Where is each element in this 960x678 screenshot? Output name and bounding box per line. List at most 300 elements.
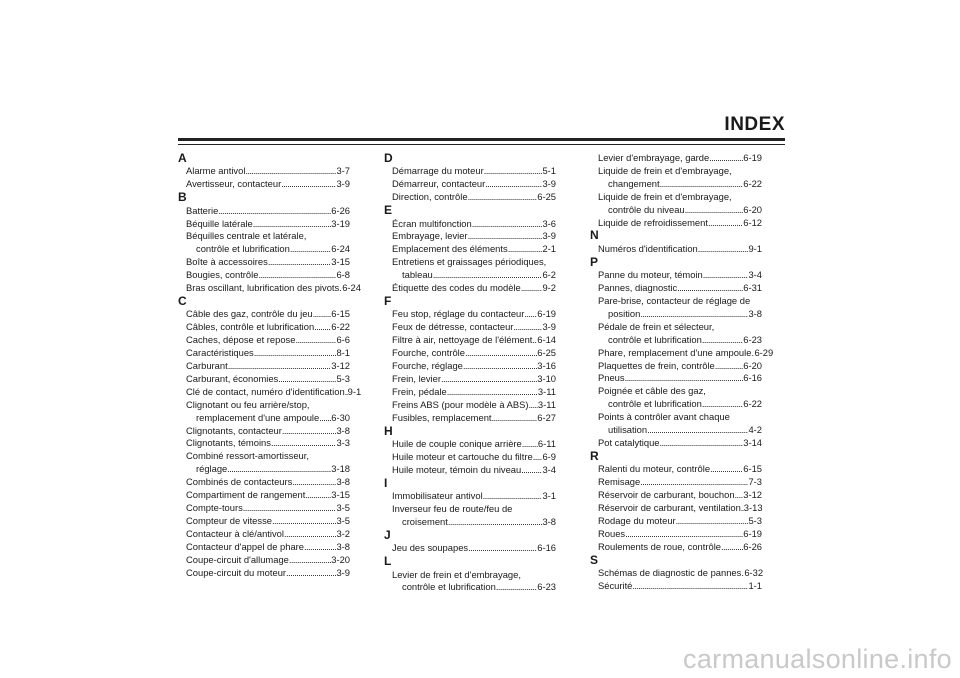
index-entry-text: position: [608, 307, 641, 319]
dot-leader: [468, 191, 538, 204]
index-entry: [178, 308, 350, 321]
index-entry: [178, 347, 350, 360]
index-entry-page: 6-20: [743, 203, 762, 215]
index-entry-page: 6-8: [336, 269, 350, 281]
index-entry-text: Réservoir de carburant, ventilation: [598, 501, 741, 513]
index-entry-text: Contacteur à clé/antivol: [186, 527, 284, 539]
index-entry-page: 6-25: [537, 347, 556, 359]
index-entry: [178, 515, 350, 528]
index-entry: [590, 541, 762, 554]
index-entry-text: Schémas de diagnostic de pannes: [598, 567, 742, 578]
index-entry: [590, 476, 762, 489]
index-entry-page: 3-13: [743, 501, 763, 513]
index-entry-text: Sécurité: [598, 579, 633, 591]
index-entry-text: contrôle et lubrification: [196, 243, 290, 255]
index-entry: [178, 489, 350, 502]
index-entry-text: Écran multifonction: [392, 217, 472, 229]
dot-leader: [660, 178, 744, 191]
index-entry: [384, 165, 556, 178]
index-entry: [590, 515, 762, 528]
dot-leader: [281, 178, 336, 191]
index-entry-text: Embrayage, levier: [392, 230, 468, 242]
index-entry-text: Phare, remplacement d'une ampoule: [598, 346, 752, 358]
index-entry: [384, 399, 556, 412]
index-entry: [590, 372, 762, 385]
index-entry-text: Batterie: [186, 204, 219, 216]
index-entry-page: 3-9: [336, 566, 350, 578]
index-entry: [178, 218, 350, 231]
index-entry: [384, 334, 556, 347]
index-entry-text: Câble des gaz, contrôle du jeu: [186, 308, 313, 320]
dot-leader: [313, 308, 332, 321]
dot-leader: [632, 580, 748, 593]
index-entry-text: Emplacement des éléments: [392, 243, 508, 255]
index-section-letter: I: [384, 475, 388, 490]
index-entry-page: 6-19: [743, 152, 762, 163]
index-entry: [590, 269, 762, 282]
index-entry-text: Freins ABS (pour modèle à ABS): [392, 398, 529, 410]
index-entry-page: 3-8: [336, 424, 350, 436]
index-entry-page: 3-2: [336, 527, 350, 539]
index-entry-page: 6-2: [542, 269, 556, 281]
dot-leader: [228, 360, 332, 373]
index-section-letter: F: [384, 293, 392, 308]
index-entry: [384, 256, 556, 282]
dot-leader: [708, 217, 743, 230]
watermark-text[interactable]: carmanualsonline.info: [683, 644, 952, 674]
index-entry-text: Caractéristiques: [186, 347, 254, 359]
index-entry-text: Carburant: [186, 360, 228, 371]
dot-leader: [660, 437, 744, 450]
index-entry-page: 3-9: [542, 178, 556, 190]
index-entry-page: 9-1: [748, 242, 762, 254]
index-entry-page: 6-14: [537, 334, 556, 346]
index-entry: [178, 230, 350, 256]
index-entry-page: 6-6: [336, 334, 350, 346]
index-entry: [384, 321, 556, 334]
index-entry-text: Levier d'embrayage, garde: [598, 152, 710, 163]
dot-leader: [698, 243, 749, 256]
index-entry: [590, 360, 762, 373]
index-entry: [384, 360, 556, 373]
dot-leader: [625, 528, 743, 541]
index-entry: [590, 165, 762, 191]
index-entry: [590, 346, 774, 360]
index-entry: [384, 282, 556, 295]
index-entry-text: Compteur de vitesse: [186, 514, 272, 526]
page-title: INDEX: [724, 114, 785, 135]
index-entry-text: Compte-tours: [186, 501, 243, 513]
index-section-letter: A: [178, 151, 187, 165]
index-entry-page: 6-31: [743, 282, 762, 294]
index-entry-page: 5-3: [336, 372, 350, 384]
dot-leader: [463, 360, 537, 373]
header-rule-thin: [178, 144, 785, 145]
index-entry: [590, 321, 762, 347]
index-entry-page: 1-1: [748, 579, 762, 591]
index-entry-page: 6-19: [537, 308, 556, 320]
index-entry-page: 3-20: [331, 553, 350, 565]
index-entry-page: 3-8: [542, 515, 556, 527]
dot-leader: [254, 347, 337, 360]
index-entry: [590, 463, 762, 476]
index-entry-text: Pédale de frein et sélecteur,: [598, 320, 715, 332]
index-entry-text: Liquide de refroidissement: [598, 216, 708, 228]
index-entry-page: 6-27: [537, 411, 556, 423]
index-entry-page: 3-15: [331, 489, 350, 501]
index-entry-text: Poignée et câble des gaz,: [598, 385, 706, 397]
index-entry-page: 7-3: [748, 476, 762, 488]
index-entry-text: Levier de frein et d'embrayage,: [392, 568, 521, 580]
index-entry-page: 6-22: [743, 177, 762, 189]
index-entry-text: Béquilles centrale et latérale,: [186, 230, 307, 242]
index-entry-page: 2-1: [542, 243, 556, 255]
dot-leader: [677, 282, 743, 295]
index-entry-text: Feu stop, réglage du contacteur: [392, 308, 525, 320]
index-entry-page: 6-22: [331, 321, 350, 333]
index-entry: [590, 567, 762, 580]
index-entry-page: 9-2: [542, 282, 556, 294]
dot-leader: [286, 567, 336, 580]
dot-leader: [702, 398, 743, 411]
dot-leader: [253, 218, 332, 231]
dot-leader: [258, 269, 336, 282]
index-entry-text: Pannes, diagnostic: [598, 282, 678, 294]
dot-leader: [492, 412, 538, 425]
dot-leader: [485, 178, 542, 191]
index-entry-text: Contacteur d'appel de phare: [186, 540, 305, 552]
index-entry-text: Entretiens et graissages périodiques,: [392, 256, 547, 268]
index-entry-page: 6-16: [537, 542, 556, 554]
index-entry-text: Pot catalytique: [598, 436, 660, 448]
dot-leader: [282, 425, 337, 438]
dot-leader: [496, 581, 537, 594]
index-section-letter: B: [178, 190, 187, 205]
dot-leader: [289, 554, 331, 567]
index-section-letter: C: [178, 293, 187, 308]
dot-leader: [272, 515, 336, 528]
index-entry-page: 3-9: [542, 230, 556, 242]
dot-leader: [676, 515, 749, 528]
dot-leader: [524, 308, 537, 321]
index-entry-page: 3-6: [542, 217, 556, 229]
index-entry-text: contrôle et lubrification: [608, 398, 702, 410]
index-entry-page: 6-16: [743, 372, 762, 384]
dot-leader: [278, 373, 336, 386]
index-entry-page: 3-16: [537, 360, 556, 371]
index-entry-page: 6-20: [743, 359, 762, 371]
index-entry-page: 3-19: [331, 217, 350, 229]
index-entry-page: 3-11: [537, 398, 556, 410]
index-entry-text: Clignotant ou feu arrière/stop,: [186, 398, 310, 410]
index-entry-text: Démarreur, contacteur: [392, 178, 486, 190]
dot-leader: [268, 256, 331, 269]
index-entry-text: Huile moteur, témoin du niveau: [392, 463, 522, 475]
index-entry: [384, 347, 556, 360]
dot-leader: [243, 502, 337, 515]
dot-leader: [625, 372, 744, 385]
dot-leader: [292, 476, 336, 489]
index-entry-text: Coupe-circuit du moteur: [186, 566, 287, 578]
index-entry: [178, 373, 350, 386]
index-entry-page: 6-26: [743, 540, 762, 552]
index-entry: [178, 165, 350, 178]
index-entry: [384, 569, 556, 595]
index-entry: [590, 580, 762, 593]
dot-leader: [284, 528, 336, 541]
index-section-letter: S: [590, 552, 599, 567]
index-entry-text: Clé de contact, numéro d'identification: [186, 385, 345, 397]
index-entry-page: 3-7: [336, 165, 350, 177]
index-section-letter: L: [384, 554, 392, 569]
dot-leader: [735, 489, 744, 502]
index-entry-text: Remisage: [598, 476, 641, 488]
index-entry-page: 6-9: [542, 450, 556, 462]
index-entry-text: Bougies, contrôle: [186, 269, 259, 281]
index-entry: [384, 243, 556, 256]
dot-leader: [702, 334, 743, 347]
dot-leader: [304, 541, 336, 554]
index-entry-page: 3-1: [542, 490, 556, 502]
index-entry-text: Roues: [598, 527, 626, 539]
index-entry-page: 3-9: [542, 321, 556, 333]
index-entry: [178, 437, 350, 450]
dot-leader: [703, 269, 749, 282]
dot-leader: [448, 516, 543, 529]
index-entry-text: Béquille latérale: [186, 217, 253, 229]
index-entry-page: 3-9: [336, 178, 350, 190]
index-section-letter: E: [384, 203, 393, 218]
index-entry: [590, 385, 762, 411]
index-entry-page: 6-15: [331, 308, 350, 320]
dot-leader: [710, 463, 743, 476]
index-entry: [384, 412, 556, 425]
index-entry-page: 5-3: [748, 514, 762, 526]
dot-leader: [533, 451, 543, 464]
index-entry-text: Boîte à accessoires: [186, 256, 268, 268]
index-section-letter: J: [384, 527, 391, 542]
dot-leader: [715, 360, 743, 373]
index-entry-text: utilisation: [608, 424, 648, 436]
index-entry-page: 3-5: [336, 501, 350, 513]
index-section-letter: D: [384, 151, 393, 165]
index-entry: [178, 541, 350, 554]
index-entry-page: 6-32: [744, 567, 764, 578]
index-entry-text: Combiné ressort-amortisseur,: [186, 450, 309, 462]
index-column-3: [590, 152, 774, 593]
index-entry: [178, 282, 361, 295]
index-entry-page: 3-3: [336, 437, 350, 449]
index-entry: [590, 411, 762, 437]
index-entry-page: 6-30: [331, 411, 350, 423]
index-entry: [384, 178, 556, 191]
dot-leader: [218, 205, 331, 218]
index-entry-text: Ralenti du moteur, contrôle: [598, 463, 711, 475]
index-entry: [590, 489, 762, 502]
index-entry-page: 3-4: [748, 269, 762, 281]
dot-leader: [513, 321, 542, 334]
index-entry: [178, 385, 362, 399]
dot-leader: [529, 399, 538, 412]
dot-leader: [468, 230, 543, 243]
index-entry: [384, 191, 556, 204]
index-entry-text: tableau: [402, 269, 433, 281]
index-entry: [178, 502, 350, 515]
index-entry-page: 3-14: [743, 436, 762, 448]
index-entry-page: 8-1: [336, 347, 350, 359]
index-entry-text: Fusibles, remplacement: [392, 411, 492, 423]
dot-leader: [508, 243, 543, 256]
dot-leader: [640, 308, 748, 321]
index-entry-text: Jeu des soupapes: [392, 542, 469, 554]
index-entry-text: Coupe-circuit d'allumage: [186, 553, 289, 565]
index-entry-page: 3-11: [537, 385, 556, 397]
index-entry-page: 6-23: [743, 333, 762, 345]
dot-leader: [271, 437, 336, 450]
index-entry-page: 9-1: [347, 385, 362, 397]
index-entry-text: Plaquettes de frein, contrôle: [598, 359, 715, 371]
dot-leader: [319, 412, 331, 425]
index-entry: [178, 476, 350, 489]
index-entry-text: Carburant, économies: [186, 372, 279, 384]
index-entry-text: Réservoir de carburant, bouchon: [598, 489, 735, 501]
index-entry-text: Fourche, réglage: [392, 360, 463, 371]
index-entry: [590, 243, 762, 256]
index-entry-text: Filtre à air, nettoyage de l'élément: [392, 334, 533, 346]
index-entry: [178, 321, 350, 334]
index-entry-text: contrôle et lubrification: [608, 333, 702, 345]
index-entry-text: Pare-brise, contacteur de réglage de: [598, 294, 751, 306]
dot-leader: [433, 269, 543, 282]
index-entry-text: Étiquette des codes du modèle: [392, 282, 521, 294]
index-entry-text: Fourche, contrôle: [392, 347, 465, 359]
index-entry-text: Liquide de frein et d'embrayage,: [598, 164, 732, 176]
index-entry-text: Clignotants, témoins: [186, 437, 271, 449]
index-entry: [178, 205, 350, 218]
index-section-letter: R: [590, 448, 599, 463]
index-entry-page: 5-1: [542, 165, 556, 177]
dot-leader: [290, 243, 331, 256]
dot-leader: [447, 386, 538, 399]
index-entry-text: Inverseur feu de route/feu de: [392, 502, 513, 514]
index-entry-text: Compartiment de rangement: [186, 489, 306, 501]
index-entry: [178, 567, 350, 580]
index-entry: [384, 386, 556, 399]
index-entry-page: 6-19: [743, 527, 762, 539]
index-entry-page: 3-15: [331, 256, 350, 268]
index-entry: [384, 542, 556, 555]
dot-leader: [640, 476, 748, 489]
index-entry-text: Numéros d'identification: [598, 242, 698, 254]
index-entry-page: 6-11: [537, 437, 556, 449]
index-entry-page: 6-12: [743, 216, 762, 228]
index-entry-text: Pneus: [598, 372, 625, 384]
index-entry: [590, 282, 762, 295]
index-section-letter: H: [384, 423, 393, 438]
index-entry: [178, 399, 350, 425]
index-entry-text: Démarrage du moteur: [392, 165, 484, 177]
index-entry-text: Bras oscillant, lubrification des pivots: [186, 282, 340, 294]
index-column-2: [384, 152, 556, 594]
index-entry: [384, 230, 556, 243]
index-entry-text: Caches, dépose et repose: [186, 334, 296, 346]
index-section-letter: P: [590, 254, 599, 269]
index-entry: [384, 503, 556, 529]
index-entry-page: 4-2: [748, 424, 762, 436]
index-entry-text: Huile moteur et cartouche du filtre: [392, 450, 533, 462]
index-entry: [384, 438, 556, 451]
index-entry-text: croisement: [402, 515, 448, 527]
index-entry-text: Panne du moteur, témoin: [598, 269, 703, 281]
header-rule-thick: [178, 138, 785, 141]
index-entry: [590, 502, 762, 515]
index-entry: [590, 528, 762, 541]
index-entry-text: Direction, contrôle: [392, 191, 468, 203]
index-section-letter: N: [590, 228, 599, 243]
index-entry-page: 6-22: [743, 398, 762, 410]
index-entry-page: 3-5: [336, 514, 350, 526]
index-entry-text: réglage: [196, 463, 228, 475]
index-entry-text: remplacement d'une ampoule: [196, 411, 320, 423]
index-entry: [384, 490, 556, 503]
index-entry-text: Huile de couple conique arrière: [392, 437, 522, 449]
index-entry-text: changement: [608, 177, 660, 189]
index-entry-page: 3-12: [743, 489, 762, 501]
index-entry-page: 6-15: [743, 463, 762, 475]
index-entry-text: Points à contrôler avant chaque: [598, 411, 730, 423]
index-entry-text: Roulements de roue, contrôle: [598, 540, 721, 552]
dot-leader: [465, 347, 537, 360]
index-entry-page: 6-24: [331, 243, 350, 255]
dot-leader: [521, 464, 542, 477]
index-entry-text: Avertisseur, contacteur: [186, 178, 282, 190]
dot-leader: [295, 334, 336, 347]
dot-leader: [521, 282, 543, 295]
dot-leader: [709, 152, 743, 165]
index-entry-page: 6-25: [537, 191, 556, 203]
index-entry: [178, 425, 350, 438]
index-entry: [178, 360, 350, 373]
index-entry-text: Combinés de contacteurs: [186, 476, 293, 488]
index-entry-page: 3-8: [336, 476, 350, 488]
index-column-1: [178, 151, 362, 579]
dot-leader: [472, 218, 543, 231]
index-entry: [178, 256, 350, 269]
index-entry-text: contrôle et lubrification: [402, 581, 496, 593]
index-entry-text: Frein, pédale: [392, 385, 447, 397]
index-entry: [590, 152, 762, 165]
index-entry: [384, 218, 556, 231]
index-entry: [178, 450, 350, 476]
index-entry-page: 6-23: [537, 581, 556, 593]
index-entry: [384, 308, 556, 321]
dot-leader: [483, 490, 543, 503]
index-entry: [178, 528, 350, 541]
index-entry-page: 3-8: [336, 540, 350, 552]
index-entry-text: Immobilisateur antivol: [392, 490, 483, 502]
index-entry: [178, 269, 350, 282]
index-entry-text: Frein, levier: [392, 372, 441, 384]
index-entry-text: contrôle du niveau: [608, 203, 685, 215]
index-entry-text: Clignotants, contacteur: [186, 424, 282, 436]
dot-leader: [305, 489, 331, 502]
index-entry: [590, 437, 762, 450]
dot-leader: [468, 542, 537, 555]
index-entry-text: Rodage du moteur: [598, 514, 676, 526]
index-entry: [384, 451, 556, 464]
dot-leader: [484, 165, 543, 178]
index-entry-page: 6-26: [331, 204, 350, 216]
